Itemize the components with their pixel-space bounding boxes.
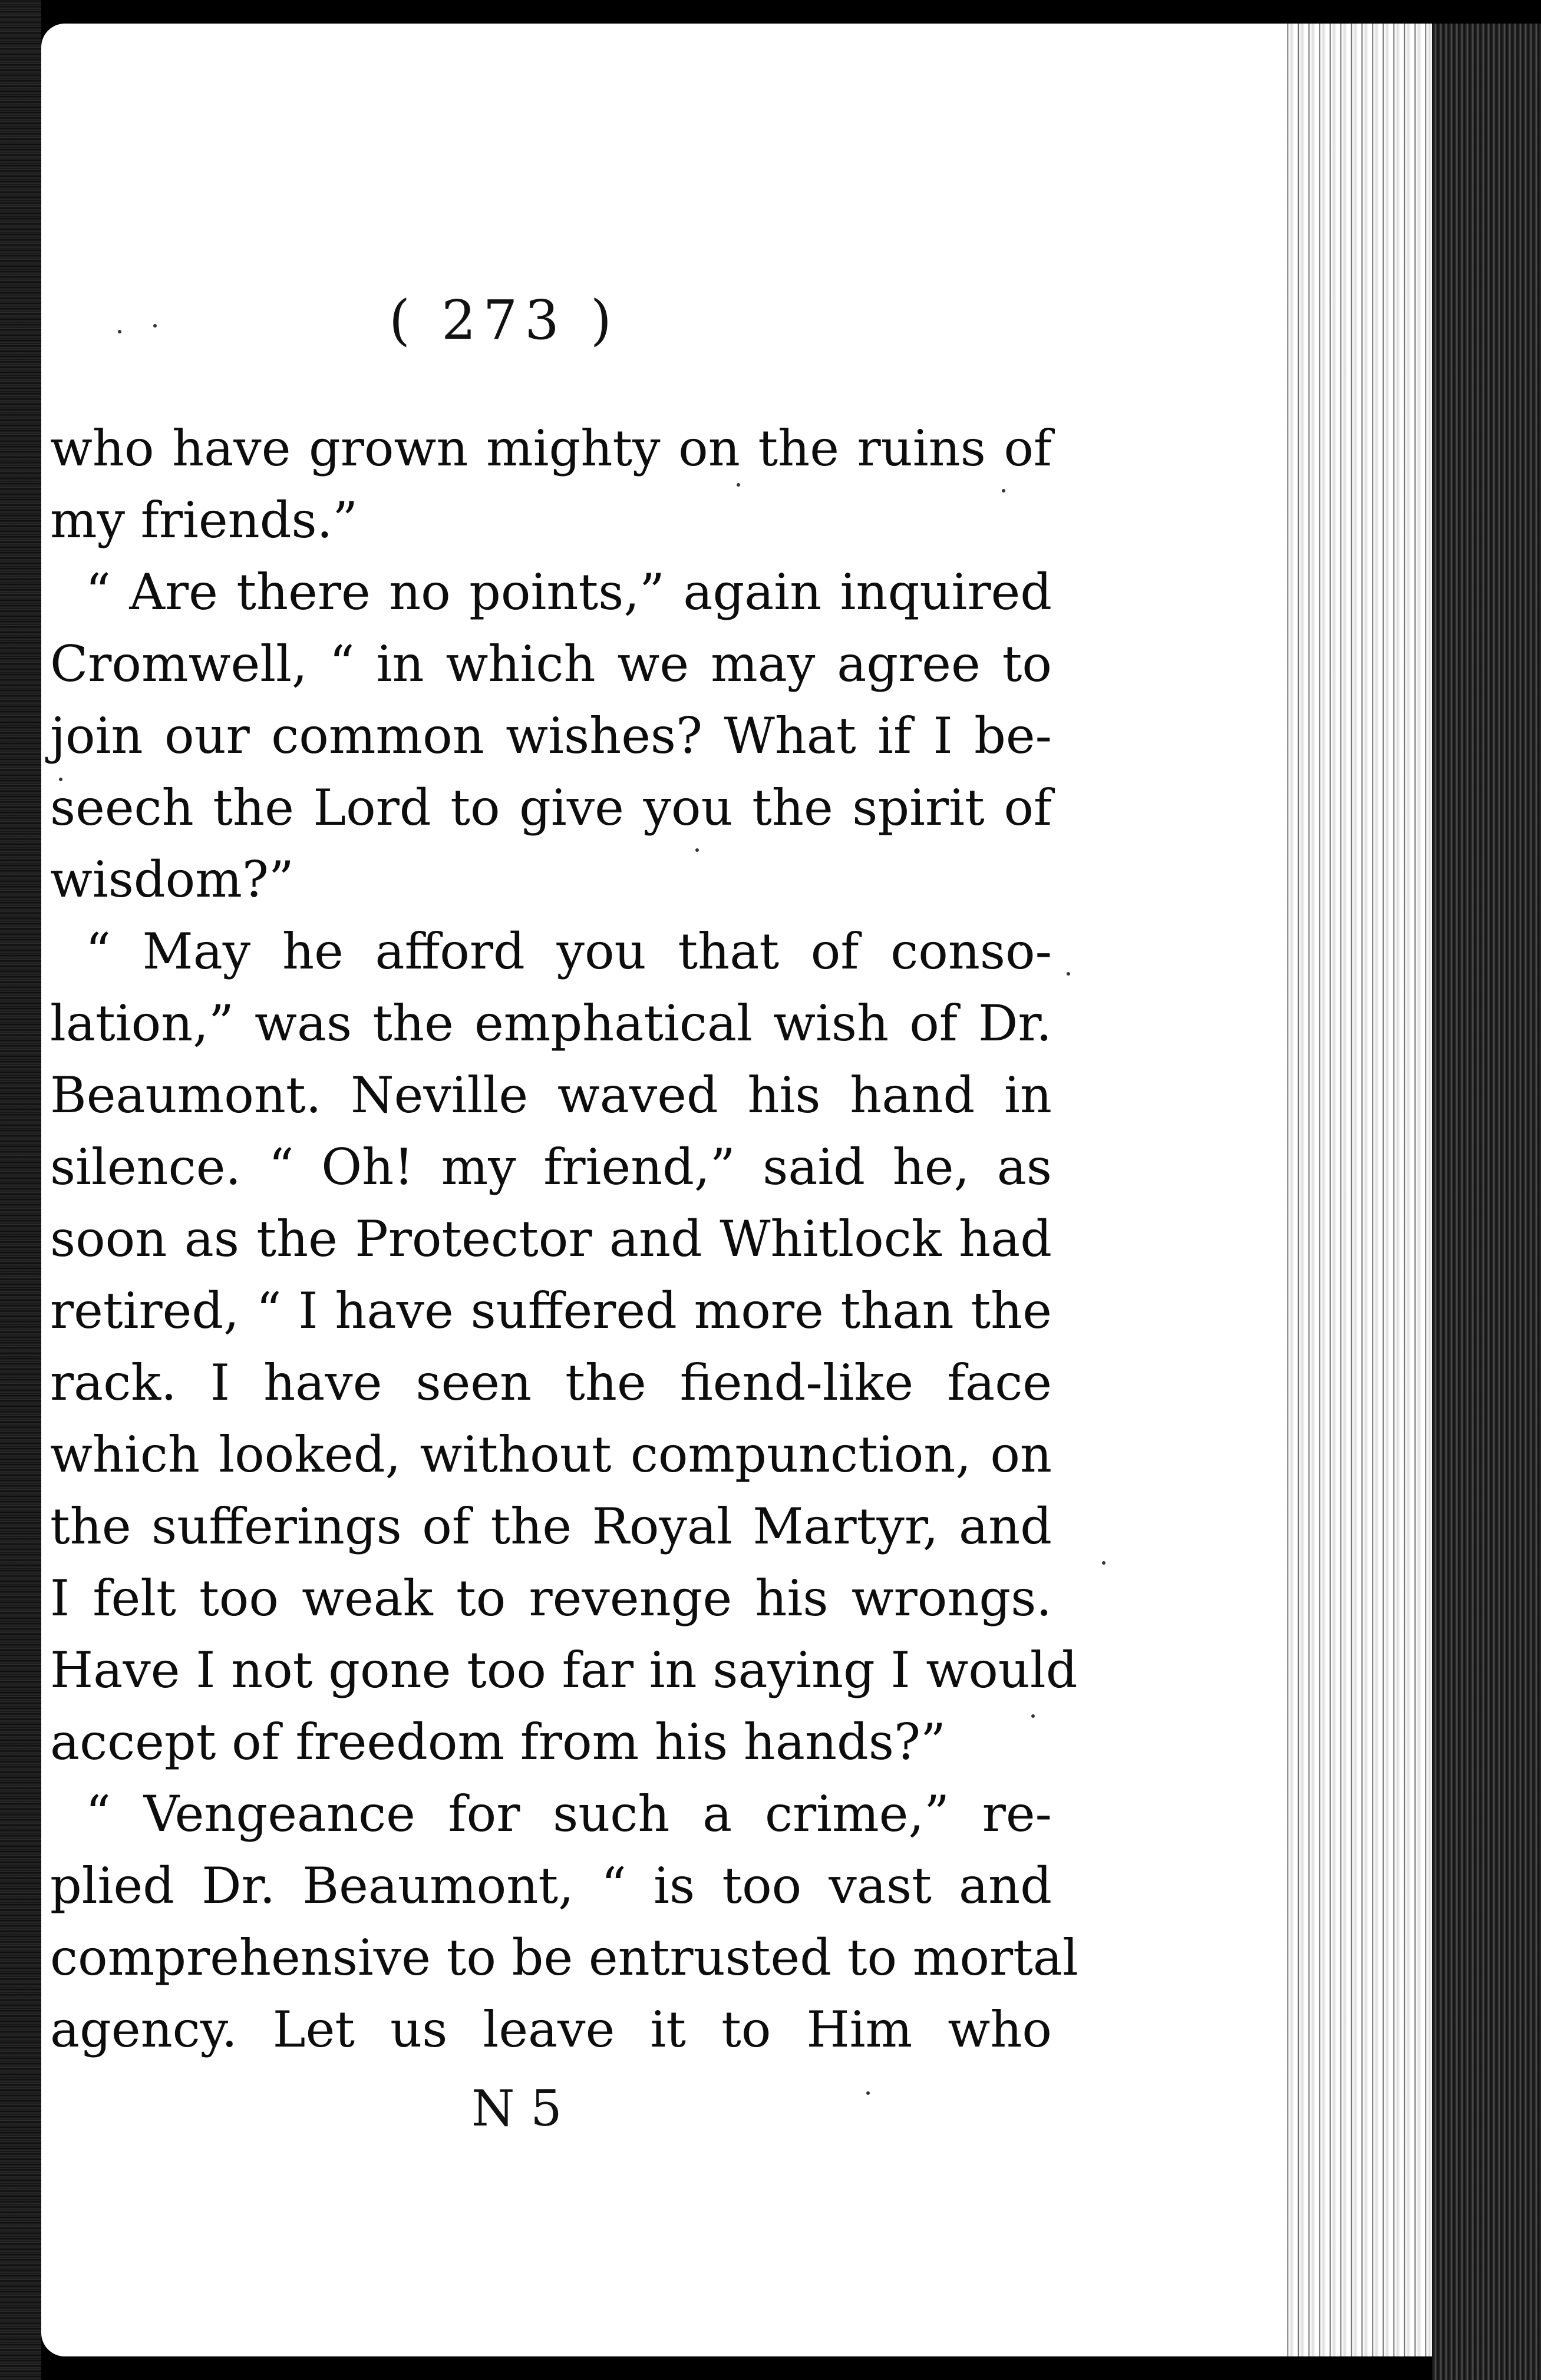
scan-right-edge xyxy=(1432,24,1541,2380)
text-line: who have grown mighty on the ruins of xyxy=(50,419,1052,477)
text-line: which looked, without compunction, on xyxy=(50,1426,1052,1483)
text-line: lation,” was the emphatical wish of Dr. xyxy=(50,994,1052,1052)
text-line: plied Dr. Beaumont, “ is too vast and xyxy=(50,1857,1052,1915)
text-line: accept of freedom from his hands?” xyxy=(50,1713,946,1771)
text-line: agency. Let us leave it to Him who xyxy=(50,2001,1052,2058)
text-line: rack. I have seen the fiend-like face xyxy=(50,1354,1052,1412)
text-line: I felt too weak to revenge his wrongs. xyxy=(50,1569,1052,1627)
text-line: Beaumont. Neville waved his hand in xyxy=(50,1066,1052,1124)
text-line: soon as the Protector and Whitlock had xyxy=(50,1210,1052,1268)
text-line: comprehensive to be entrusted to mortal xyxy=(50,1929,1078,1986)
text-line: the sufferings of the Royal Martyr, and xyxy=(50,1498,1052,1555)
text-line: seech the Lord to give you the spirit of xyxy=(50,779,1052,837)
text-line: “ Are there no points,” again inquired xyxy=(85,563,1052,621)
text-line: retired, “ I have suffered more than the xyxy=(50,1282,1052,1340)
text-line: “ May he afford you that of conso- xyxy=(85,923,1052,980)
text-line: my friends.” xyxy=(50,491,358,549)
signature-mark: N 5 xyxy=(471,2080,562,2137)
text-line: join our common wishes? What if I be- xyxy=(50,707,1052,765)
text-line: “ Vengeance for such a crime,” re- xyxy=(85,1785,1052,1843)
text-line: silence. “ Oh! my friend,” said he, as xyxy=(50,1138,1052,1196)
text-line: Cromwell, “ in which we may agree to xyxy=(50,635,1052,693)
body-text xyxy=(50,412,1078,2065)
text-line: wisdom?” xyxy=(50,851,294,908)
text-line: Have I not gone too far in saying I would xyxy=(50,1641,1078,1699)
page-number: ( 273 ) xyxy=(389,289,619,352)
scan-left-edge xyxy=(0,0,41,2380)
